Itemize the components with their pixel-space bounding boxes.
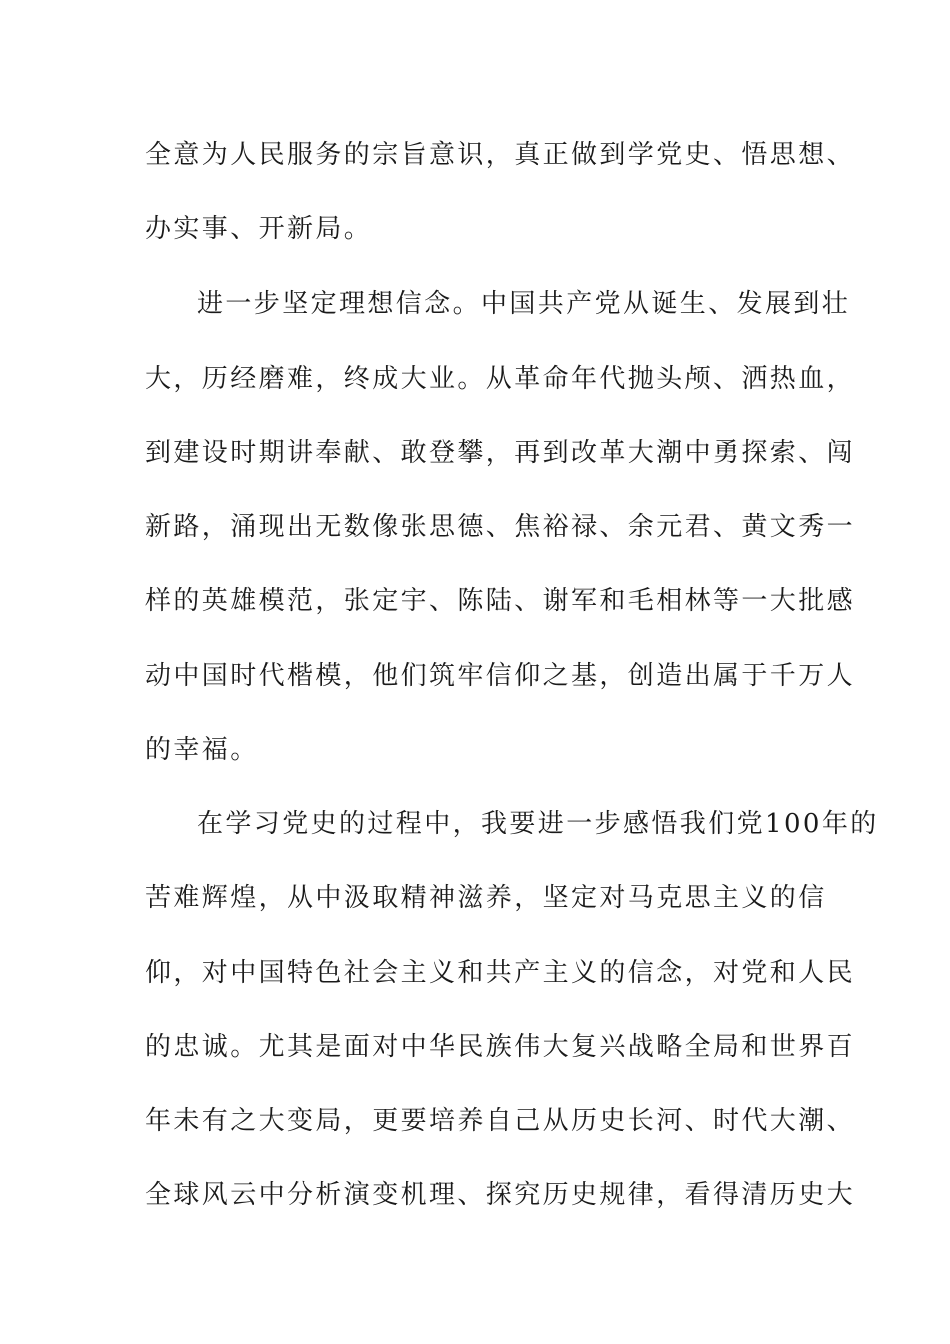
text-line: 的忠诚。尤其是面对中华民族伟大复兴战略全局和世界百 <box>145 1032 856 1062</box>
text-line: 动中国时代楷模，他们筑牢信仰之基，创造出属于千万人 <box>145 661 856 691</box>
text-line: 在学习党史的过程中，我要进一步感悟我们党100年的 <box>197 809 879 839</box>
text-line: 到建设时期讲奉献、敢登攀，再到改革大潮中勇探索、闯 <box>145 438 856 468</box>
text-line: 年未有之大变局，更要培养自己从历史长河、时代大潮、 <box>145 1106 856 1136</box>
text-line: 苦难辉煌，从中汲取精神滋养，坚定对马克思主义的信 <box>145 883 827 913</box>
text-line: 大，历经磨难，终成大业。从革命年代抛头颅、洒热血， <box>145 364 856 394</box>
text-line: 仰，对中国特色社会主义和共产主义的信念，对党和人民 <box>145 958 856 988</box>
text-line: 新路，涌现出无数像张思德、焦裕禄、余元君、黄文秀一 <box>145 512 856 542</box>
text-line: 全球风云中分析演变机理、探究历史规律，看得清历史大 <box>145 1180 856 1210</box>
text-line: 的幸福。 <box>145 735 259 765</box>
text-line: 进一步坚定理想信念。中国共产党从诞生、发展到壮 <box>197 289 851 319</box>
text-line: 全意为人民服务的宗旨意识，真正做到学党史、悟思想、 <box>145 140 856 170</box>
text-line: 办实事、开新局。 <box>145 214 373 244</box>
text-line: 样的英雄模范，张定宇、陈陆、谢军和毛相林等一大批感 <box>145 586 856 616</box>
